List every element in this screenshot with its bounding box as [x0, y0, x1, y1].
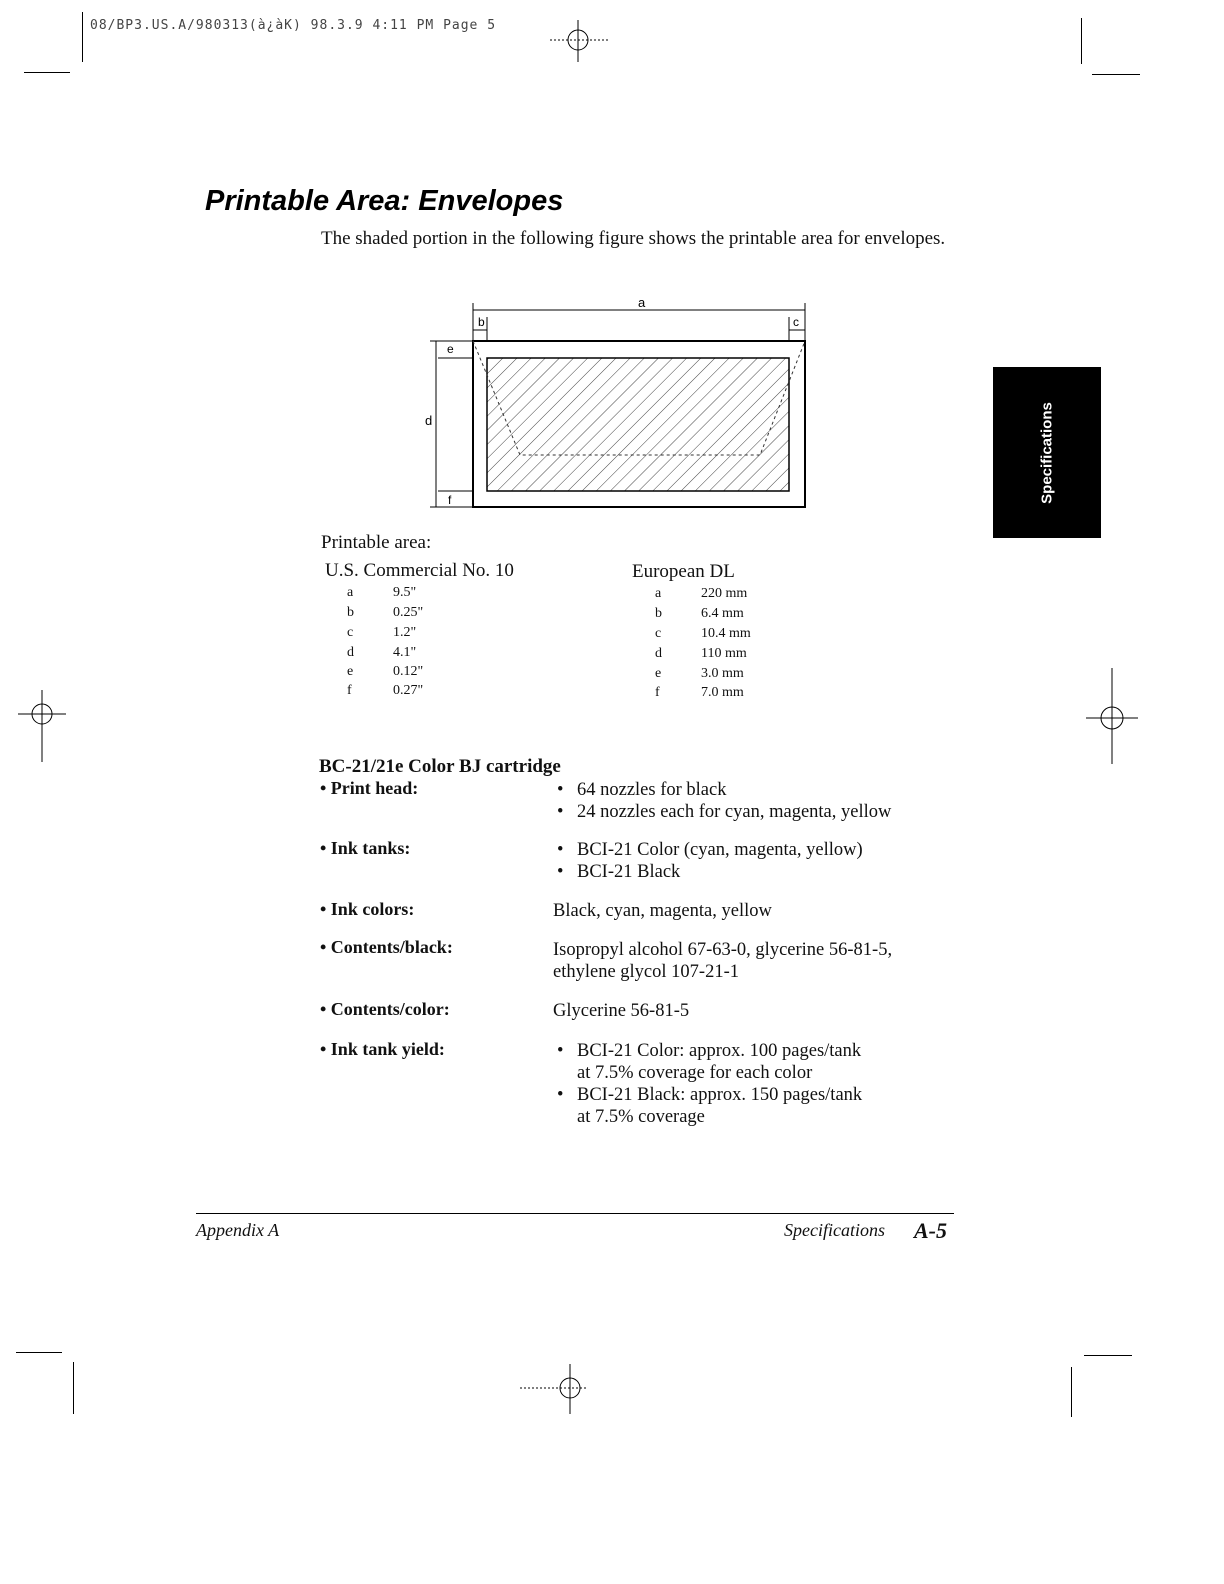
spec-label-ink-tank-yield: • Ink tank yield: [320, 1039, 445, 1059]
footer-section-label: Specifications [784, 1220, 885, 1240]
dim-label-f: f [448, 493, 452, 507]
eu-dim-row: e 3.0 mm [655, 666, 744, 681]
us-dim-row: f 0.27" [347, 683, 424, 698]
us-dim-row: a 9.5" [347, 585, 417, 600]
us-dim-row: b 0.25" [347, 605, 424, 620]
spec-value-ink-tanks [553, 839, 973, 883]
eu-dim-row: d 110 mm [655, 646, 747, 661]
section-side-tab [993, 367, 1101, 538]
footer-page-number: A-5 [914, 1218, 947, 1243]
spec-label-print-head: • Print head: [320, 778, 419, 798]
spec-label-contents-color: • Contents/color: [320, 999, 450, 1019]
spec-label-ink-colors: • Ink colors: [320, 899, 415, 919]
spec-value-contents-black-line2: ethylene glycol 107-21-1 [553, 962, 739, 982]
list-item: • 24 nozzles each for cyan, magenta, yellow [553, 801, 973, 823]
us-dim-row: c 1.2" [347, 625, 417, 640]
registration-mark-top [550, 18, 610, 66]
us-dim-row: d 4.1" [347, 645, 417, 660]
european-dl-heading: European DL [632, 561, 735, 582]
footer-appendix-label: Appendix A [196, 1220, 280, 1240]
envelope-printable-area-diagram [410, 295, 820, 513]
dim-label-e: e [447, 342, 454, 356]
registration-mark-left [18, 690, 68, 764]
eu-dim-row: b 6.4 mm [655, 606, 744, 621]
eu-dim-row: f 7.0 mm [655, 685, 744, 700]
cartridge-heading: BC-21/21e Color BJ cartridge [319, 756, 561, 777]
print-header-stamp: 08/BP3.US.A/980313(à¿àK) 98.3.9 4:11 PM Page 5 [90, 18, 497, 33]
intro-paragraph: The shaded portion in the following figure shows the printable area for envelopes. [321, 228, 946, 249]
spec-value-contents-color: Glycerine 56-81-5 [553, 1001, 690, 1021]
list-item: • BCI-21 Black: approx. 150 pages/tank at 7.5% coverage [553, 1084, 973, 1128]
registration-mark-right [1086, 668, 1138, 766]
us-dim-row: e 0.12" [347, 664, 424, 679]
side-tab-label: Specifications [1038, 401, 1056, 504]
page-title: Printable Area: Envelopes [205, 185, 564, 217]
eu-dim-row: c 10.4 mm [655, 626, 751, 641]
printable-area-heading: Printable area: [321, 532, 432, 553]
spec-value-print-head [553, 779, 973, 823]
registration-mark-bottom [520, 1362, 590, 1418]
footer-divider [196, 1213, 954, 1214]
dim-label-b: b [478, 315, 485, 329]
list-item: • 64 nozzles for black [553, 779, 973, 801]
dim-label-a: a [638, 295, 646, 310]
spec-value-ink-tank-yield [553, 1040, 973, 1128]
spec-value-ink-colors: Black, cyan, magenta, yellow [553, 901, 772, 921]
list-item: • BCI-21 Color: approx. 100 pages/tank at 7.5% coverage for each color [553, 1040, 973, 1084]
dim-label-d: d [425, 413, 433, 428]
eu-dim-row: a 220 mm [655, 586, 748, 601]
list-item: • BCI-21 Color (cyan, magenta, yellow) [553, 839, 973, 861]
spec-label-ink-tanks: • Ink tanks: [320, 838, 411, 858]
spec-label-contents-black: • Contents/black: [320, 937, 453, 957]
list-item: • BCI-21 Black [553, 861, 973, 883]
dim-label-c: c [793, 315, 799, 329]
us-commercial-heading: U.S. Commercial No. 10 [325, 560, 514, 581]
spec-value-contents-black-line1: Isopropyl alcohol 67-63-0, glycerine 56-81-5, [553, 940, 893, 960]
